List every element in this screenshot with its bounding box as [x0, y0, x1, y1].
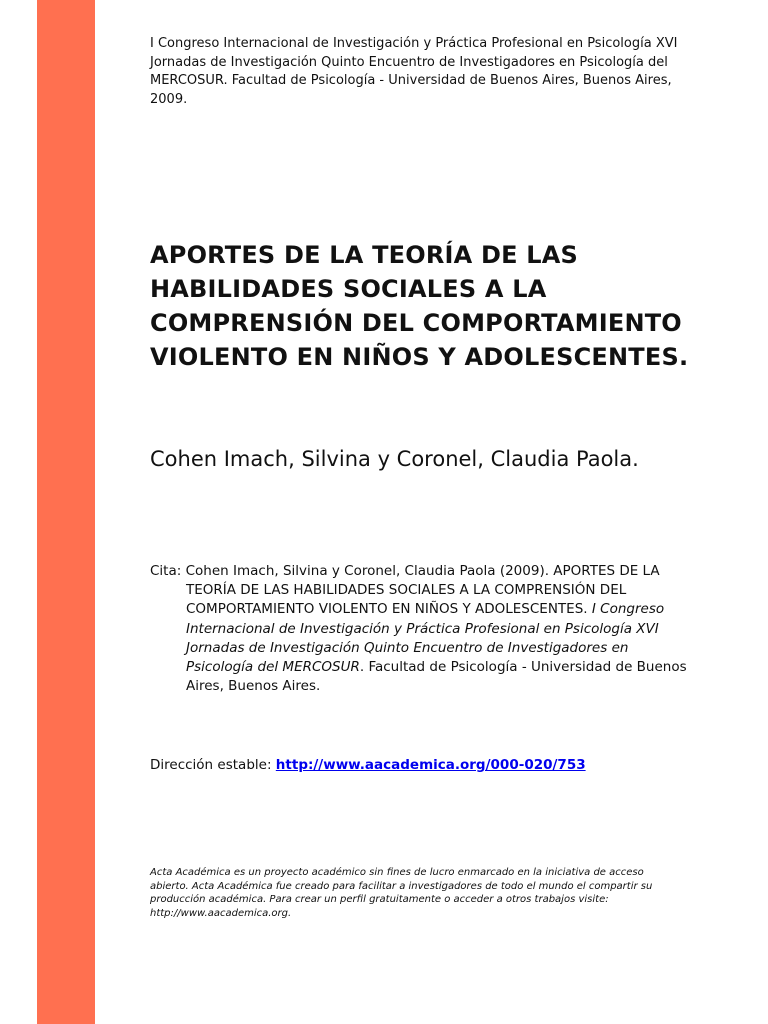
stable-address — [150, 756, 710, 775]
citation-conference: I Congreso Internacional de Investigación y Práctica Profesional en Psicología XVI Jornadas de Investigación Quinto Encuentro de Investigadores en Psicología del MERCOSUR — [186, 601, 665, 676]
citation-publisher: . Facultad de Psicología - Universidad de Buenos Aires, Buenos Aires. — [186, 659, 687, 695]
citation-text — [150, 562, 695, 696]
authors: Cohen Imach, Silvina y Coronel, Claudia Paola. — [150, 447, 639, 471]
stable-address-label: Dirección estable: — [150, 757, 272, 773]
footer-note: Acta Académica es un proyecto académico sin fines de lucro enmarcado en la iniciativa de acceso abierto. Acta Académica fue creado para facilitar a investigadores de todo el mundo el compartir su producción académica. Para crear un perfil gratuitamente o acceder a otros trabajos visite: http://www.aacademica.org. — [150, 867, 653, 919]
decorative-side-stripe — [37, 0, 95, 1024]
document-title: APORTES DE LA TEORÍA DE LAS HABILIDADES SOCIALES A LA COMPRENSIÓN DEL COMPORTAMIENTO VIOLENTO EN NIÑOS Y ADOLESCENTES. — [150, 241, 689, 371]
citation-reference: Cohen Imach, Silvina y Coronel, Claudia Paola (2009). APORTES DE LA TEORÍA DE LAS HABILIDADES SOCIALES A LA COMPRENSIÓN DEL COMPORTAMIENTO VIOLENTO EN NIÑOS Y ADOLESCENTES. — [185, 563, 660, 618]
conference-header: I Congreso Internacional de Investigación y Práctica Profesional en Psicología XVI Jornadas de Investigación Quinto Encuentro de Investigadores en Psicología del MERCOSUR. Facultad de Psicología - Universidad de Buenos Aires, Buenos Aires, 2009. — [150, 36, 678, 107]
stable-address-link[interactable]: http://www.aacademica.org/000-020/753 — [275, 757, 586, 773]
citation-label: Cita: — [150, 563, 182, 579]
citation-block — [150, 562, 695, 696]
